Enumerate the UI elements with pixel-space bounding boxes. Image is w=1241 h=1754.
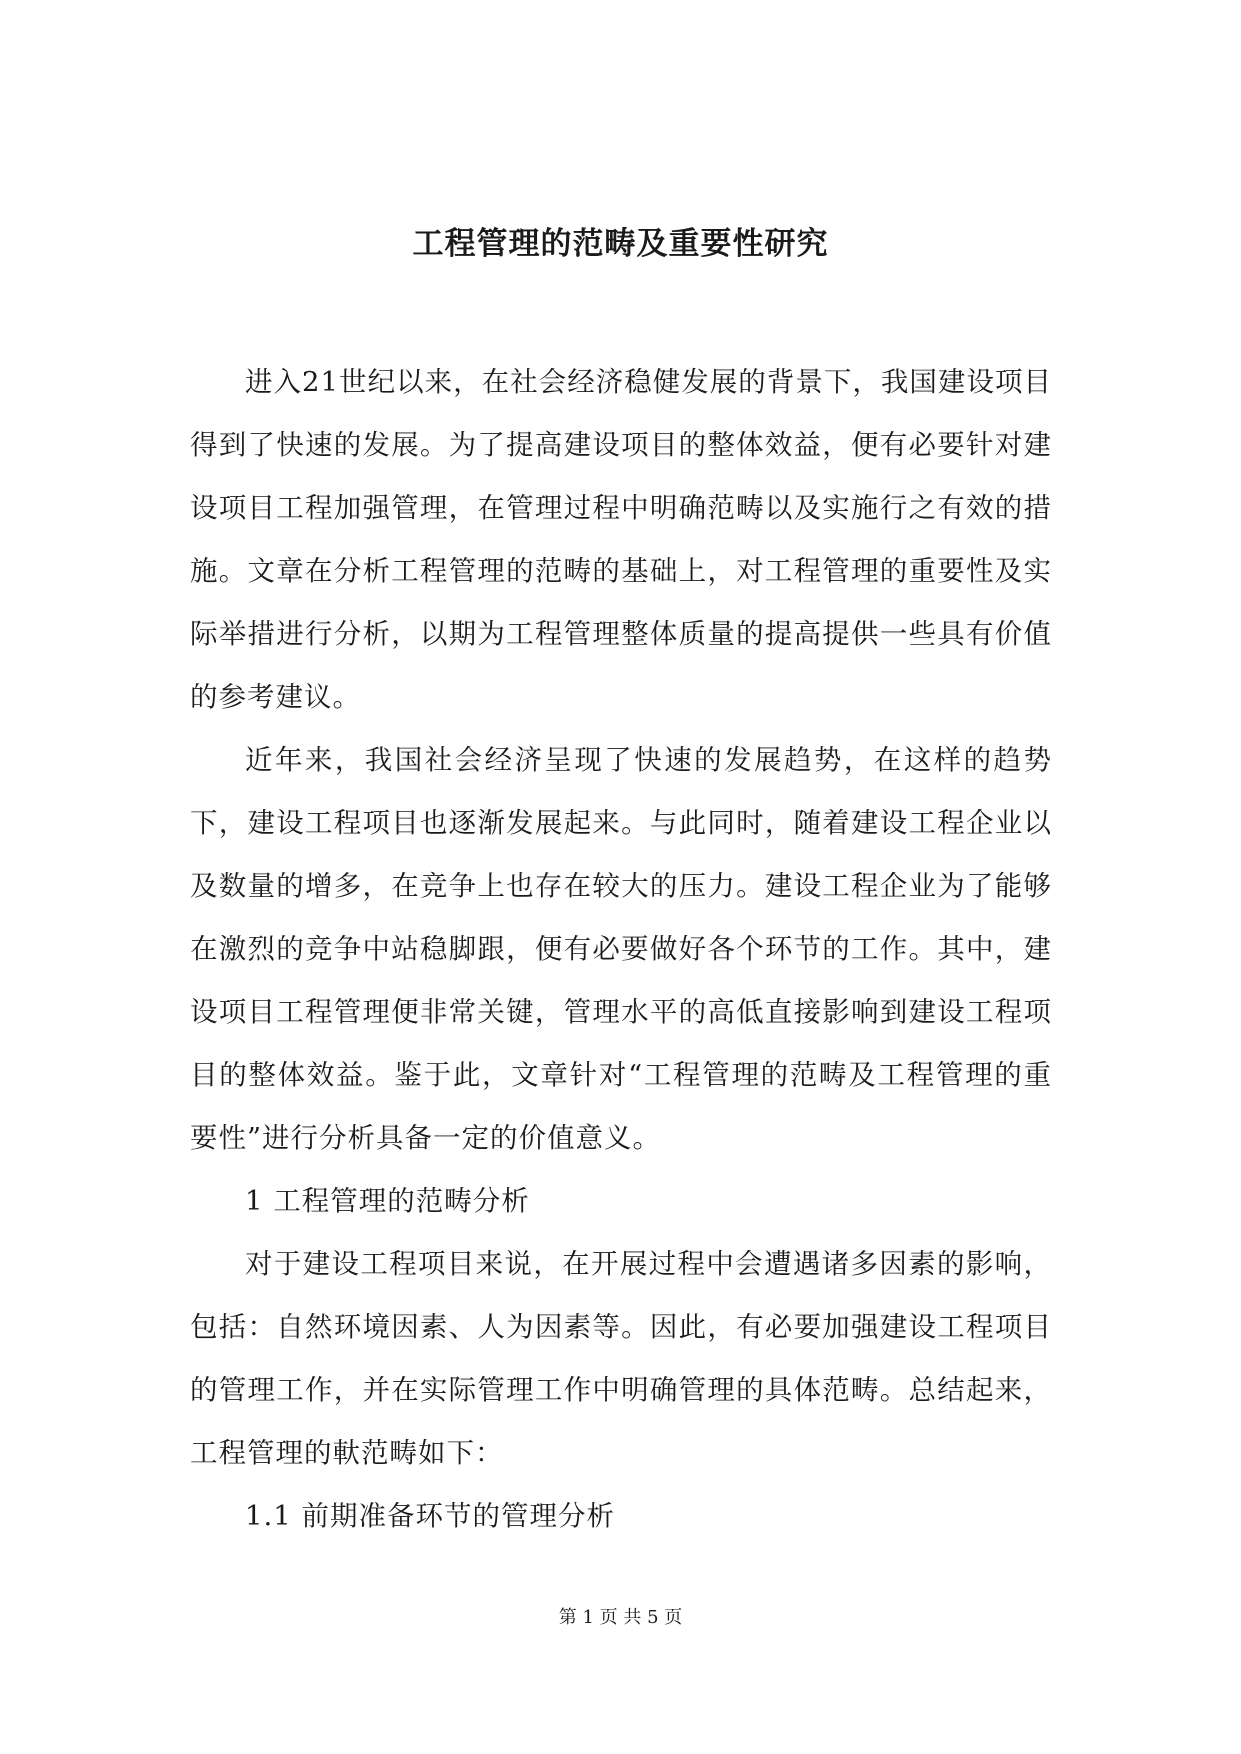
document-body — [190, 351, 1052, 1548]
section-1-heading: 1 工程管理的范畴分析 — [245, 1185, 530, 1217]
section-1-1-heading: 1.1 前期准备环节的管理分析 — [245, 1500, 615, 1532]
section-1-paragraph: 对于建设工程项目来说，在开展过程中会遭遇诸多因素的影响，包括：自然环境因素、人为因素等。因此，有必要加强建设工程项目的管理工作，并在实际管理工作中明确管理的具体范畴。总结起来，工程管理的軑范畴如下： — [190, 1248, 1052, 1469]
intro-paragraph: 进入21世纪以来，在社会经济稳健发展的背景下，我国建设项目得到了快速的发展。为了提高建设项目的整体效益，便有必要针对建设项目工程加强管理，在管理过程中明确范畴以及实施行之有效的措施。文章在分析工程管理的范畴的基础上，对工程管理的重要性及实际举措进行分析，以期为工程管理整体质量的提高提供一些具有价值的参考建议。 — [190, 366, 1052, 713]
page-number-footer: 第 1 页 共 5 页 — [558, 1607, 683, 1628]
document-title: 工程管理的范畴及重要性研究 — [412, 226, 829, 262]
background-paragraph: 近年来，我国社会经济呈现了快速的发展趋势，在这样的趋势下，建设工程项目也逐渐发展起来。与此同时，随着建设工程企业以及数量的增多，在竞争上也存在较大的压力。建设工程企业为了能够在激烈的竞争中站稳脚跟，便有必要做好各个环节的工作。其中，建设项目工程管理便非常关键，管理水平的高低直接影响到建设工程项目的整体效益。鉴于此，文章针对“工程管理的范畴及工程管理的重要性”进行分析具备一定的价值意义。 — [190, 744, 1052, 1154]
